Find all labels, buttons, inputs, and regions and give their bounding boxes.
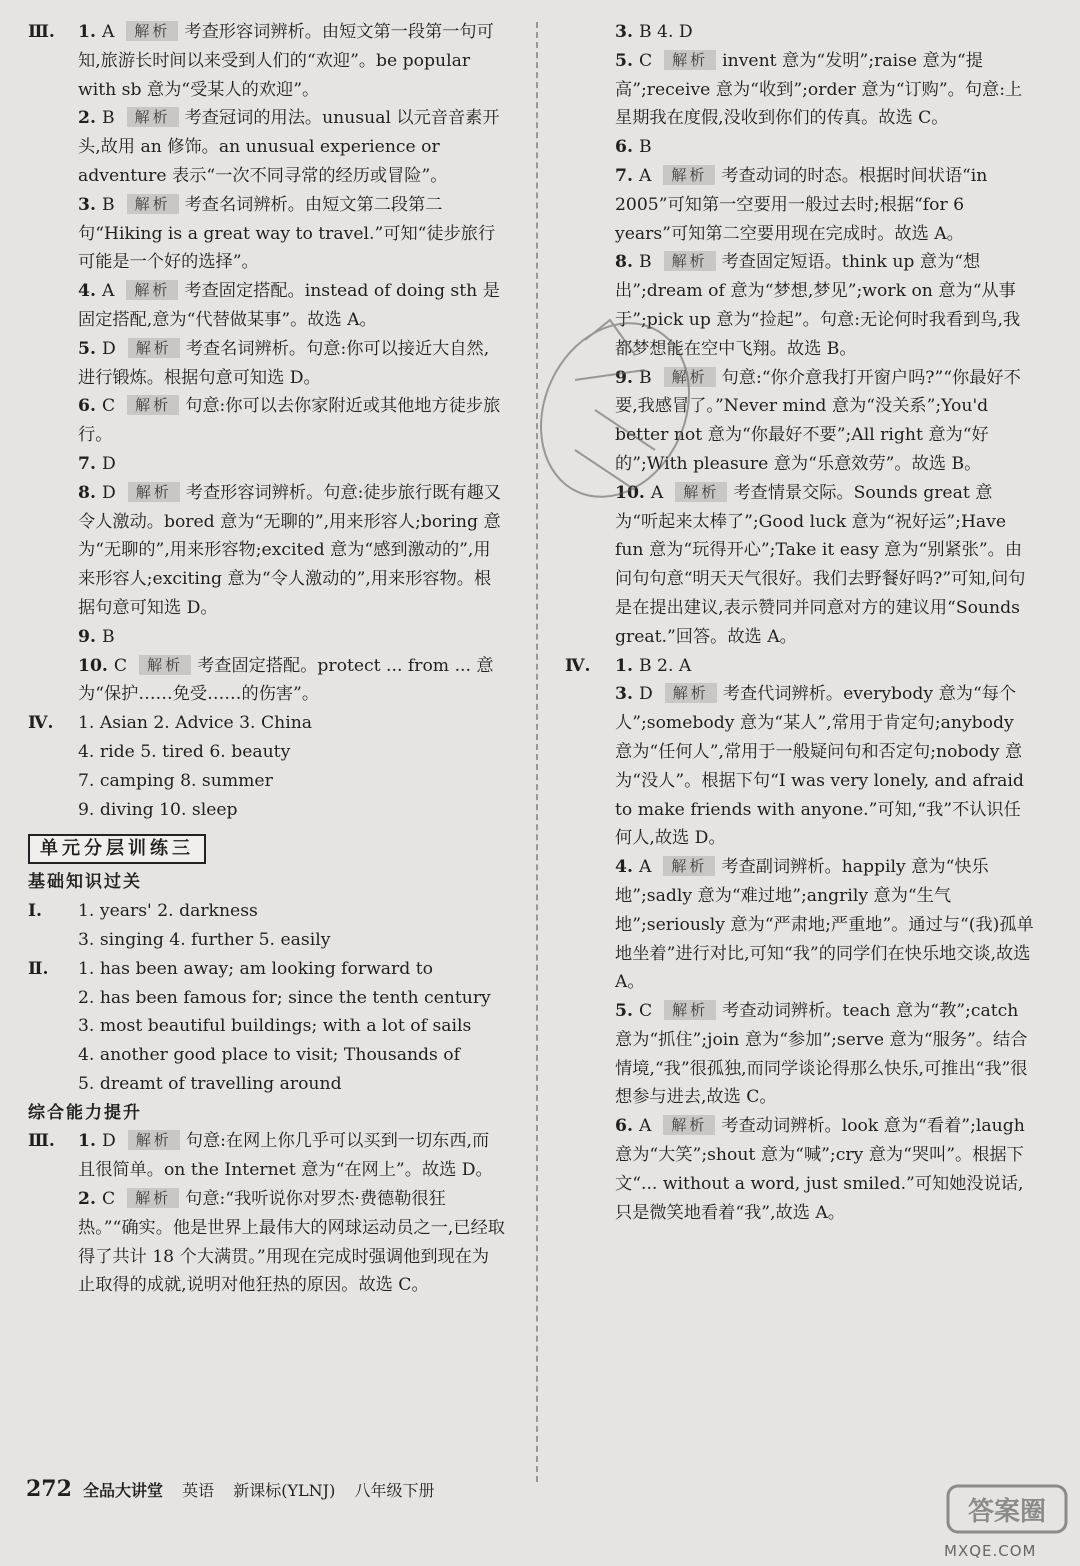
analysis-tag: 解析	[126, 21, 178, 41]
answer-row: 2. has been famous for; since the tenth century	[78, 987, 491, 1008]
item-number: 6.	[615, 1116, 633, 1137]
item-answer: A	[650, 482, 664, 503]
watermark-glyph-icon	[944, 1480, 1070, 1540]
item-number: 4.	[78, 281, 96, 302]
ability-header: 综合能力提升	[28, 1102, 142, 1123]
answer-item	[28, 335, 506, 393]
item-number: 6.	[615, 137, 633, 158]
item-number: 8.	[615, 252, 633, 273]
item-answer: B 4. D	[638, 22, 693, 42]
answer-item	[28, 191, 506, 277]
answer-item	[565, 133, 1035, 162]
item-number: 3.	[78, 194, 96, 215]
answer-item	[28, 277, 506, 335]
section-marker: Ⅲ.	[28, 22, 55, 42]
analysis-text: 考查副词辨析。happily 意为“快乐地”;sadly 意为“难过地”;angrily 意为“生气地”;seriously 意为“严肃地;严重地”。通过与“(我)孤单地坐着”进行对比,可知“我”的同学们在快乐地交谈,故选 A。	[615, 857, 1034, 993]
item-answer: C	[101, 1189, 116, 1210]
analysis-text: 句意:在网上你几乎可以买到一切东西,而且很简单。on the Internet 意为“在网上”。故选 D。	[78, 1131, 493, 1181]
item-answer: D	[101, 453, 116, 474]
item-answer: D	[638, 684, 653, 705]
analysis-text: 考查代词辨析。everybody 意为“每个人”;somebody 意为“某人”,常用于肯定句;anybody 意为“任何人”,常用于一般疑问句和否定句;nobody 意为“没人”。根据下句“I was very lonely, and afraid to make friends with anyone.”可知,“我”不认识任何人,故选 D。	[615, 684, 1024, 849]
analysis-tag: 解析	[127, 194, 179, 214]
item-number: 9.	[615, 367, 633, 388]
item-number: 10.	[78, 655, 108, 676]
item-answer: A	[638, 857, 652, 878]
answer-row: 1. Asian 2. Advice 3. China	[78, 713, 313, 734]
analysis-tag: 解析	[663, 856, 715, 876]
right-column	[565, 18, 1035, 1227]
page-footer	[26, 1476, 448, 1502]
answer-row: 4. ride 5. tired 6. beauty	[78, 741, 291, 762]
analysis-text: 考查名词辨析。由短文第二段第二句“Hiking is a great way to travel.”可知“徒步旅行可能是一个好的选择”。	[78, 194, 496, 273]
section-2: Ⅱ. 1. has been away; am looking forward to 2. has been famous for; since the tenth century 3. most beautiful buildings; with a lot of sails 4. another good place to visit; Thousands of 5. dreamt of travelling around	[28, 955, 506, 1099]
analysis-tag: 解析	[127, 1188, 179, 1208]
answer-row: 4. another good place to visit; Thousands of	[78, 1045, 461, 1066]
item-number: 10.	[615, 482, 645, 503]
section-marker: Ⅳ.	[565, 655, 591, 676]
unit-header: 单元分层训练三	[28, 834, 206, 864]
ink-stamp-icon	[515, 300, 715, 520]
footer-grade: 八年级下册	[354, 1481, 435, 1500]
analysis-tag: 解析	[128, 338, 180, 358]
item-answer: D	[101, 482, 116, 503]
item-number: 1.	[78, 1131, 96, 1152]
section-marker: Ⅲ.	[28, 1131, 55, 1152]
item-number: 1.	[615, 655, 633, 676]
analysis-text: 考查形容词辨析。由短文第一段第一句可知,旅游长时间以来受到人们的“欢迎”。be popular with sb 意为“受某人的欢迎”。	[78, 22, 494, 100]
analysis-tag: 解析	[139, 655, 191, 675]
analysis-text: 句意:“你介意我打开窗户吗?”“你最好不要,我感冒了。”Never mind 意为“没关系”;You'd better not 意为“你最好不要”;All right 意为“好的”;With pleasure 意为“乐意效劳”。故选 B。	[615, 367, 1021, 474]
analysis-tag: 解析	[663, 1115, 715, 1135]
analysis-text: 句意:“我听说你对罗杰·费德勒很狂热。”“确实。他是世界上最伟大的网球运动员之一,已经取得了共计 18 个大满贯。”用现在完成时强调他到现在为止取得的成就,说明对他狂热的原因。故选 C。	[78, 1189, 505, 1296]
answer-item	[28, 392, 506, 450]
item-number: 5.	[615, 1001, 633, 1022]
answer-item	[565, 18, 1035, 47]
item-answer: B	[101, 626, 115, 647]
item-answer: A	[638, 1116, 652, 1137]
answer-item	[28, 450, 506, 479]
analysis-tag: 解析	[663, 165, 715, 185]
analysis-tag: 解析	[664, 367, 716, 387]
analysis-text: 考查情景交际。Sounds great 意为“听起来太棒了”;Good luck 意为“祝好运”;Have fun 意为“玩得开心”;Take it easy 意为“别紧张”。由问句句意“明天天气很好。我们去野餐好吗?”可知,问句是在提出建议,表示赞同并同意对方的建议用“Sounds great.”回答。故选 A。	[615, 482, 1026, 647]
watermark-url: MXQE.COM	[944, 1542, 1037, 1560]
analysis-text: 句意:你可以去你家附近或其他地方徒步旅行。	[78, 396, 501, 446]
item-answer: B	[101, 194, 115, 215]
analysis-text: 考查固定搭配。instead of doing sth 是固定搭配,意为“代替做某事”。故选 A。	[78, 281, 500, 330]
item-answer: C	[113, 655, 128, 676]
footer-brand: 全品大讲堂	[83, 1481, 164, 1500]
item-answer: A	[101, 22, 115, 42]
answer-row: 5. dreamt of travelling around	[78, 1073, 342, 1094]
answer-row: 1. has been away; am looking forward to	[78, 958, 433, 979]
answer-item	[28, 104, 506, 190]
item-answer: D	[101, 338, 116, 359]
answer-item	[28, 479, 506, 623]
analysis-text: invent 意为“发明”;raise 意为“提高”;receive 意为“收到”;order 意为“订购”。句意:上星期我在度假,没收到你们的传真。故选 C。	[615, 50, 1023, 129]
item-answer: B	[638, 252, 652, 273]
item-number: 2.	[78, 108, 96, 129]
analysis-text: 考查动词辨析。teach 意为“教”;catch 意为“抓住”;join 意为“参加”;serve 意为“服务”。结合情境,“我”很孤独,而同学谈论得那么快乐,可推出“我”很想参与进去,故选 C。	[615, 1001, 1028, 1108]
answer-item	[565, 47, 1035, 133]
watermark-cn: 答案圈	[967, 1497, 1047, 1527]
footer-edition: 新课标(YLNJ)	[233, 1481, 336, 1500]
analysis-tag: 解析	[126, 280, 178, 300]
column-divider	[536, 22, 538, 1482]
item-answer: C	[638, 50, 653, 71]
answer-row: 3. most beautiful buildings; with a lot of sails	[78, 1016, 472, 1037]
item-answer: B	[638, 367, 652, 388]
answer-item	[565, 680, 1035, 853]
item-number: 3.	[615, 22, 633, 42]
answer-item	[28, 1185, 506, 1300]
item-number: 5.	[615, 50, 633, 71]
basic-header: 基础知识过关	[28, 872, 142, 893]
answer-row: 7. camping 8. summer	[78, 770, 273, 791]
item-answer: C	[638, 1001, 653, 1022]
answer-item	[28, 652, 506, 710]
analysis-text: 考查冠词的用法。unusual 以元音音素开头,故用 an 修饰。an unusual experience or adventure 表示“一次不同寻常的经历或冒险”。	[78, 108, 500, 186]
item-number: 6.	[78, 396, 96, 417]
analysis-text: 考查名词辨析。句意:你可以接近大自然,进行锻炼。根据句意可知选 D。	[78, 338, 490, 388]
item-number: 5.	[78, 338, 96, 359]
left-column	[28, 18, 506, 1300]
answer-item	[28, 623, 506, 652]
analysis-tag: 解析	[127, 107, 179, 127]
item-number: 7.	[78, 453, 96, 474]
item-answer: B 2. A	[638, 655, 692, 676]
watermark-logo	[944, 1480, 1070, 1560]
item-answer: D	[101, 1131, 116, 1152]
analysis-text: 考查动词的时态。根据时间状语“in 2005”可知第一空要用一般过去时;根据“for 6 years”可知第二空要用现在完成时。故选 A。	[615, 165, 988, 244]
answer-item	[565, 1112, 1035, 1227]
page-number: 272	[26, 1476, 72, 1502]
item-number: 8.	[78, 482, 96, 503]
item-answer: A	[638, 165, 652, 186]
item-answer: B	[638, 137, 652, 158]
item-number: 3.	[615, 684, 633, 705]
item-number: 2.	[78, 1189, 96, 1210]
item-answer: B	[101, 108, 115, 129]
analysis-text: 考查固定短语。think up 意为“想出”;dream of 意为“梦想,梦见”;work on 意为“从事于”;pick up 意为“捡起”。句意:无论何时我看到鸟,我都梦想能在空中飞翔。故选 B。	[615, 252, 1021, 359]
section-1: Ⅰ. 1. years' 2. darkness 3. singing 4. further 5. easily	[28, 897, 506, 955]
answer-item	[28, 18, 506, 104]
analysis-tag: 解析	[128, 482, 180, 502]
analysis-tag: 解析	[664, 50, 716, 70]
analysis-tag: 解析	[128, 1130, 180, 1150]
answer-item	[565, 162, 1035, 248]
analysis-text: 考查形容词辨析。句意:徒步旅行既有趣又令人激动。bored 意为“无聊的”,用来形容人;boring 意为“无聊的”,用来形容物;excited 意为“感到激动的”,用来形容人;exciting 意为“令人激动的”,用来形容物。根据句意可知选 D。	[78, 482, 501, 618]
answer-row: 9. diving 10. sleep	[78, 799, 238, 820]
answer-item	[28, 1127, 506, 1185]
item-answer: A	[101, 281, 115, 302]
answer-item	[565, 997, 1035, 1112]
answer-row: 1. years' 2. darkness	[78, 901, 258, 922]
analysis-tag: 解析	[127, 395, 179, 415]
section-4-left: Ⅳ. 1. Asian 2. Advice 3. China 4. ride 5. tired 6. beauty 7. camping 8. summer 9. diving 10. sleep	[28, 709, 506, 824]
analysis-text: 考查固定搭配。protect ... from ... 意为“保护……免受……的伤害”。	[78, 655, 494, 705]
analysis-tag: 解析	[664, 1000, 716, 1020]
footer-subject: 英语	[182, 1481, 215, 1500]
analysis-tag: 解析	[664, 251, 716, 271]
analysis-tag: 解析	[675, 482, 727, 502]
answer-row: 3. singing 4. further 5. easily	[78, 929, 331, 950]
answer-item	[565, 853, 1035, 997]
item-number: 9.	[78, 626, 96, 647]
answer-item	[565, 652, 1035, 681]
item-answer: C	[101, 396, 116, 417]
analysis-text: 考查动词辨析。look 意为“看着”;laugh 意为“大笑”;shout 意为“喊”;cry 意为“哭叫”。根据下文“... without a word, just smiled.”可知她没说话,只是微笑地看着“我”,故选 A。	[615, 1116, 1025, 1223]
item-number: 1.	[78, 22, 96, 42]
analysis-tag: 解析	[665, 683, 717, 703]
item-number: 7.	[615, 165, 633, 186]
item-number: 4.	[615, 857, 633, 878]
